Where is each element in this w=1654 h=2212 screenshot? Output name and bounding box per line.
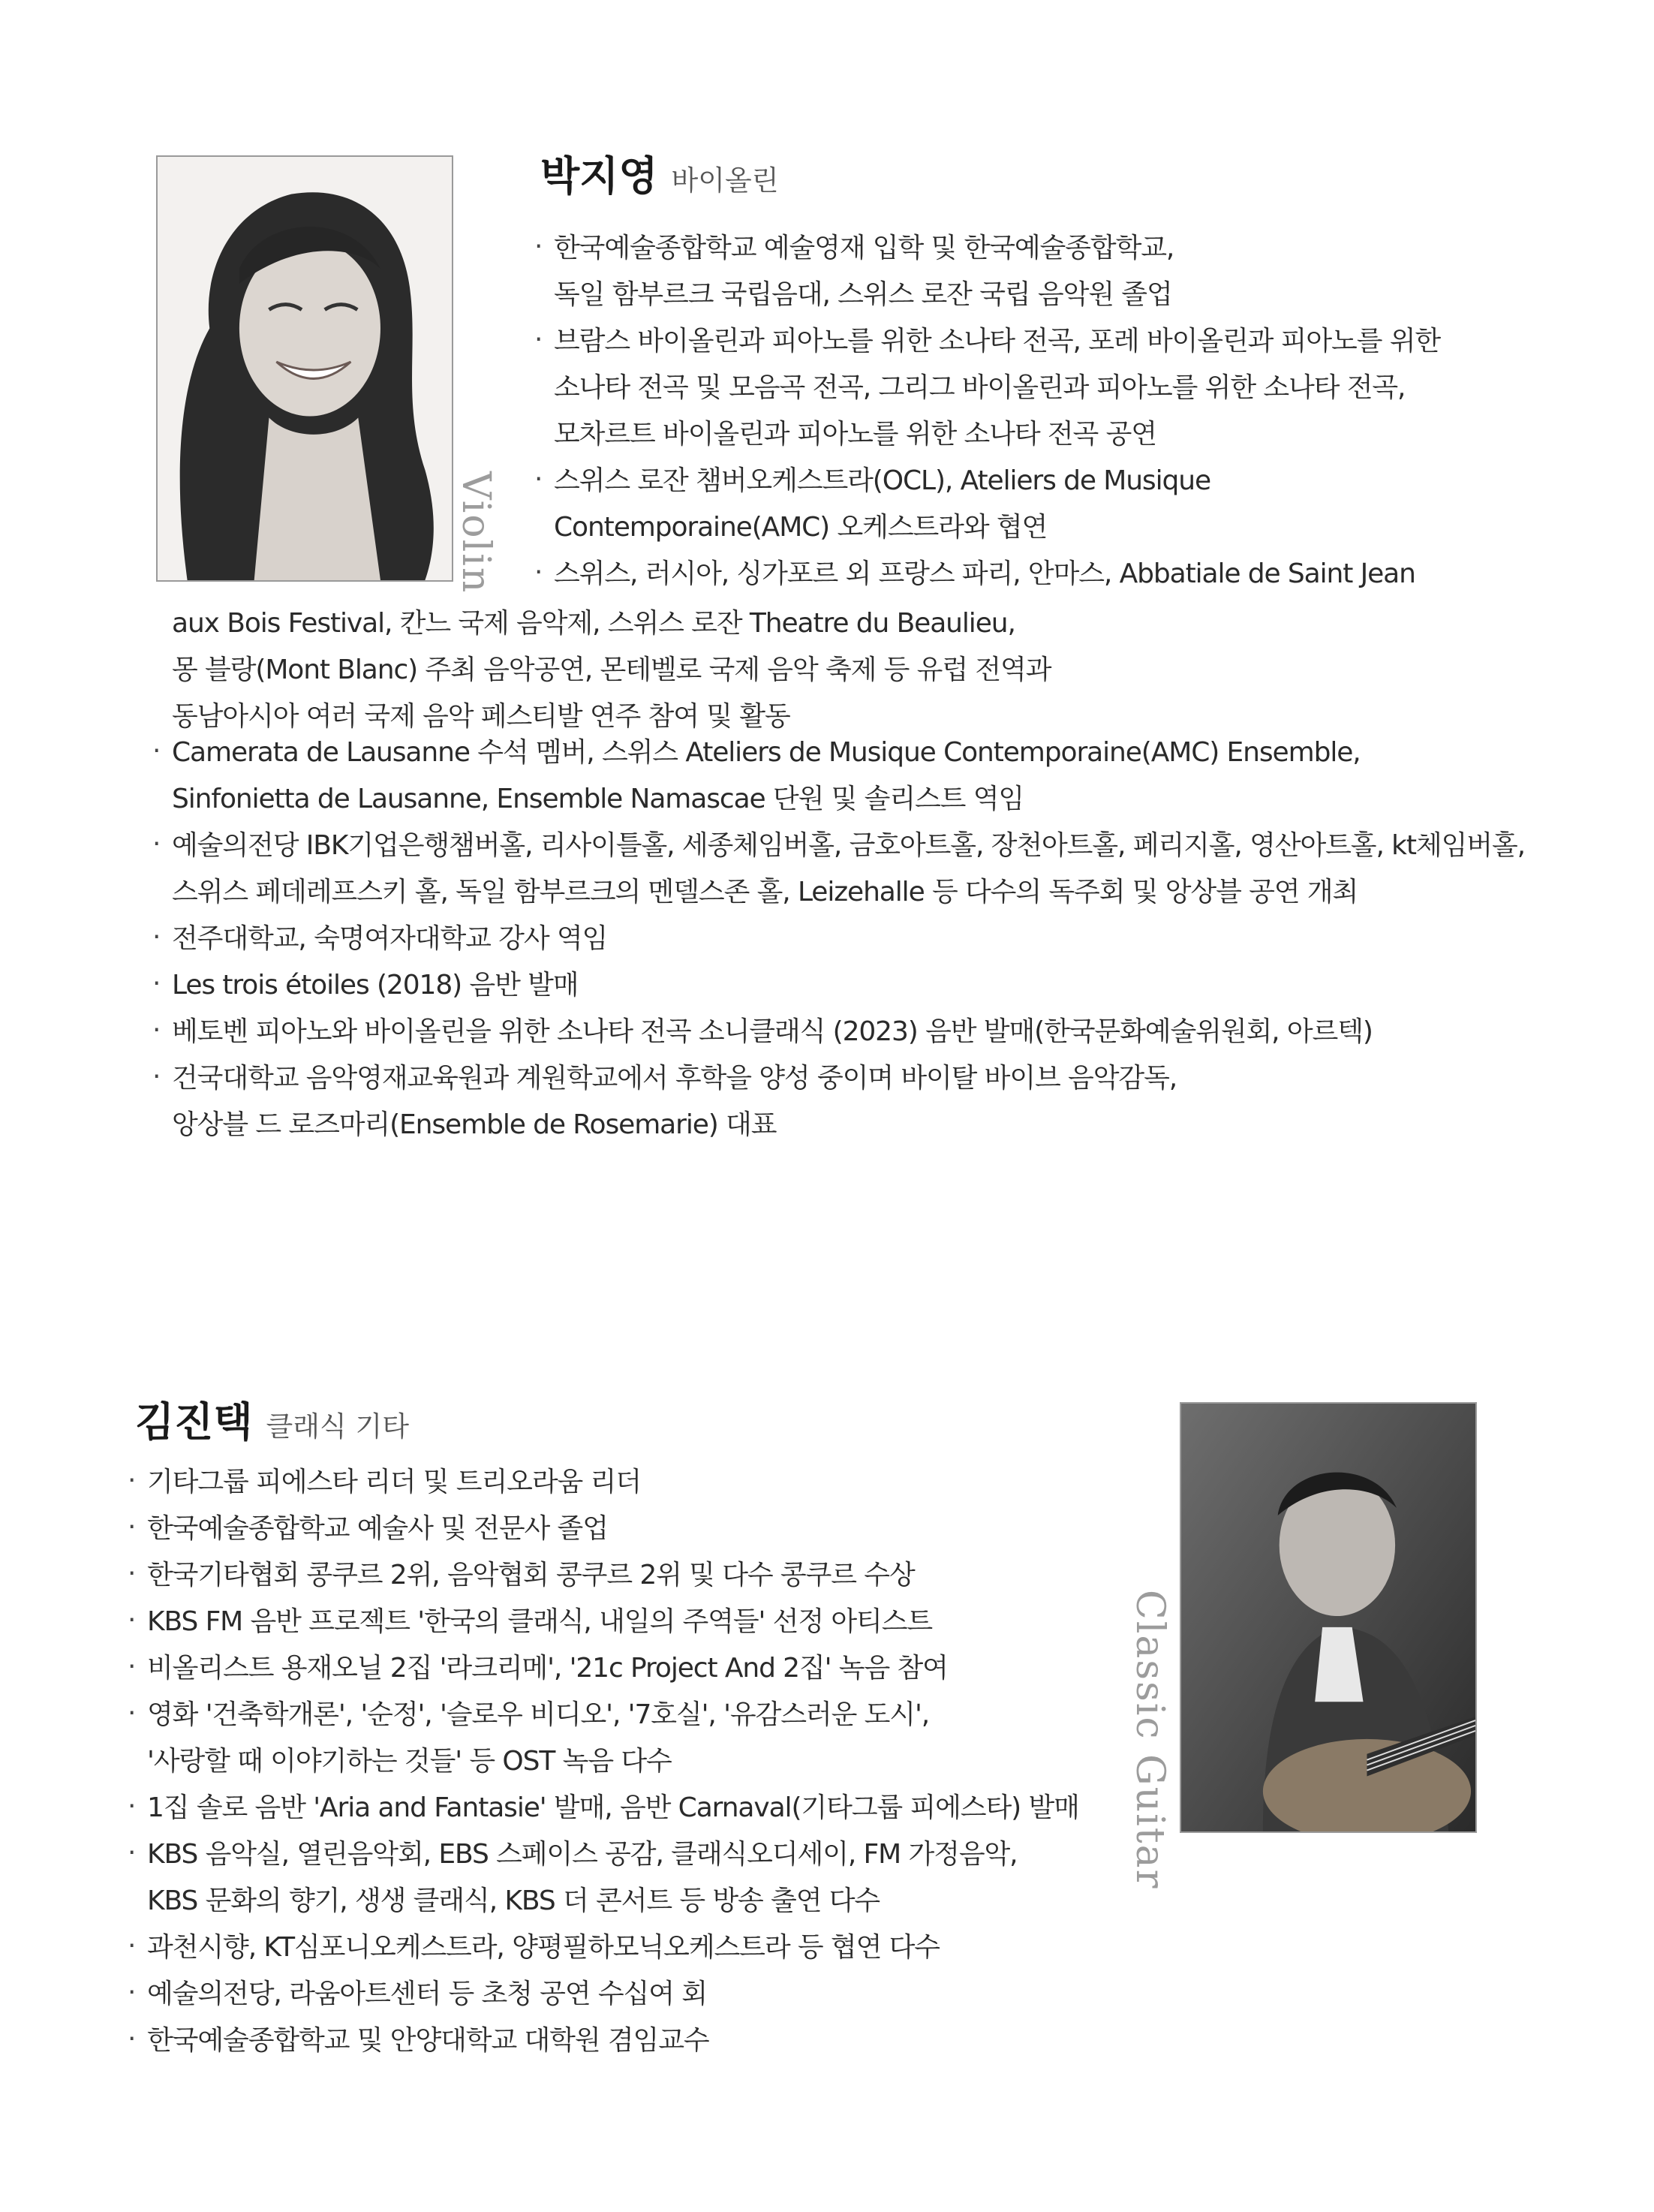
bio-line: 독일 함부르크 국립음대, 스위스 로잔 국립 음악원 졸업 bbox=[554, 279, 1172, 310]
bio-line: aux Bois Festival, 칸느 국제 음악제, 스위스 로잔 Theatre du Beaulieu, bbox=[172, 608, 1015, 639]
bio-item bbox=[128, 1506, 1079, 1552]
bio-item bbox=[128, 1971, 1079, 2018]
bio-line: · KBS 음악실, 열린음악회, EBS 스페이스 공감, 클래식오디세이, FM 가정음악, bbox=[147, 1839, 1018, 1870]
violinist-photo bbox=[156, 155, 453, 582]
bio-item bbox=[128, 1925, 1079, 1971]
guitarist-photo bbox=[1180, 1402, 1477, 1833]
artist1-instrument: 바이올린 bbox=[671, 164, 779, 197]
bio-line: '사랑할 때 이야기하는 것들' 등 OST 녹음 다수 bbox=[147, 1746, 672, 1777]
bio-line: · 전주대학교, 숙명여자대학교 강사 역임 bbox=[172, 923, 608, 954]
bio-line: · 스위스, 러시아, 싱가포르 외 프랑스 파리, 안마스, Abbatiale de Saint Jean bbox=[554, 558, 1415, 589]
bio-line: 소나타 전곡 및 모음곡 전곡, 그리그 바이올린과 피아노를 위한 소나타 전곡, bbox=[554, 372, 1406, 403]
bio-item bbox=[128, 1459, 1079, 1506]
bio-item bbox=[128, 1692, 1079, 1785]
bio-item bbox=[128, 1645, 1079, 1692]
bio-item bbox=[152, 916, 1525, 962]
artist2-bio-list bbox=[128, 1459, 1079, 2064]
bio-line: · 예술의전당, 라움아트센터 등 초청 공연 수십여 회 bbox=[147, 1979, 707, 2009]
violinist-portrait-illustration bbox=[158, 157, 452, 580]
bio-line: 동남아시아 여러 국제 음악 페스티발 연주 참여 및 활동 bbox=[172, 701, 790, 732]
bio-line: · Camerata de Lausanne 수석 멤버, 스위스 Ateliers de Musique Contemporaine(AMC) Ensemble, bbox=[172, 737, 1361, 768]
bio-item bbox=[152, 1055, 1525, 1148]
bio-item bbox=[128, 1552, 1079, 1599]
bio-item bbox=[534, 551, 1440, 597]
bio-item bbox=[128, 2018, 1079, 2064]
violin-vertical-label: Violin bbox=[453, 471, 498, 594]
bio-item bbox=[152, 1009, 1525, 1055]
artist1-bio-list-bottom bbox=[152, 730, 1525, 1148]
bio-item bbox=[534, 458, 1440, 551]
bio-line: · 브람스 바이올린과 피아노를 위한 소나타 전곡, 포레 바이올린과 피아노를 위한 bbox=[554, 326, 1441, 357]
bio-item bbox=[152, 600, 1051, 647]
bio-line: KBS 문화의 향기, 생생 클래식, KBS 더 콘서트 등 방송 출연 다수 bbox=[147, 1885, 880, 1916]
bio-item bbox=[152, 647, 1051, 694]
artist1-bio-list-top bbox=[534, 225, 1440, 597]
bio-item bbox=[152, 962, 1525, 1009]
bio-item bbox=[128, 1599, 1079, 1645]
bio-line: · 비올리스트 용재오닐 2집 '라크리메', '21c Project And 2집' 녹음 참여 bbox=[147, 1653, 948, 1684]
bio-line: · 기타그룹 피에스타 리더 및 트리오라움 리더 bbox=[147, 1467, 641, 1497]
bio-line: · Les trois étoiles (2018) 음반 발매 bbox=[172, 970, 579, 1001]
bio-item bbox=[128, 1785, 1079, 1831]
artist1-name: 박지영 bbox=[540, 152, 658, 200]
bio-line: · 예술의전당 IBK기업은행챔버홀, 리사이틀홀, 세종체임버홀, 금호아트홀, 장천아트홀, 페리지홀, 영산아트홀, kt체임버홀, bbox=[172, 830, 1525, 861]
bio-line: · 1집 솔로 음반 'Aria and Fantasie' 발매, 음반 Carnaval(기타그룹 피에스타) 발매 bbox=[147, 1792, 1079, 1823]
artist2-heading bbox=[135, 1390, 409, 1448]
bio-line: · 한국예술종합학교 예술사 및 전문사 졸업 bbox=[147, 1513, 608, 1544]
bio-line: 스위스 페데레프스키 홀, 독일 함부르크의 멘델스존 홀, Leizehalle 등 다수의 독주회 및 앙상블 공연 개최 bbox=[172, 877, 1358, 907]
bio-item bbox=[534, 318, 1440, 458]
bio-line: · 영화 '건축학개론', '순정', '슬로우 비디오', '7호실', '유감스러운 도시', bbox=[147, 1699, 930, 1730]
artist2-name: 김진택 bbox=[135, 1398, 253, 1446]
bio-item bbox=[152, 823, 1525, 916]
artist1-bio-continued bbox=[152, 600, 1051, 740]
artist1-heading bbox=[540, 144, 778, 202]
bio-line: · KBS FM 음반 프로젝트 '한국의 클래식, 내일의 주역들' 선정 아티스트 bbox=[147, 1606, 933, 1637]
bio-line: · 한국기타협회 콩쿠르 2위, 음악협회 콩쿠르 2위 및 다수 콩쿠르 수상 bbox=[147, 1560, 915, 1591]
bio-item bbox=[534, 225, 1440, 318]
classic-guitar-vertical-label: Classic Guitar bbox=[1127, 1590, 1172, 1890]
bio-line: 앙상블 드 로즈마리(Ensemble de Rosemarie) 대표 bbox=[172, 1109, 777, 1140]
bio-line: Sinfonietta de Lausanne, Ensemble Namascae 단원 및 솔리스트 역임 bbox=[172, 784, 1024, 814]
bio-line: 모차르트 바이올린과 피아노를 위한 소나타 전곡 공연 bbox=[554, 419, 1156, 450]
bio-line: · 스위스 로잔 챔버오케스트라(OCL), Ateliers de Musique bbox=[554, 465, 1211, 496]
bio-line: Contemporaine(AMC) 오케스트라와 협연 bbox=[554, 512, 1048, 543]
bio-item bbox=[152, 730, 1525, 823]
bio-item bbox=[128, 1831, 1079, 1925]
bio-line: · 한국예술종합학교 및 안양대학교 대학원 겸임교수 bbox=[147, 2025, 709, 2056]
bio-line: · 한국예술종합학교 예술영재 입학 및 한국예술종합학교, bbox=[554, 233, 1174, 263]
guitarist-portrait-illustration bbox=[1181, 1404, 1475, 1831]
bio-line: · 베토벤 피아노와 바이올린을 위한 소나타 전곡 소니클래식 (2023) 음반 발매(한국문화예술위원회, 아르텍) bbox=[172, 1016, 1373, 1047]
bio-line: · 과천시향, KT심포니오케스트라, 양평필하모닉오케스트라 등 협연 다수 bbox=[147, 1932, 940, 1963]
artist2-instrument: 클래식 기타 bbox=[266, 1410, 409, 1443]
bio-line: · 건국대학교 음악영재교육원과 계원학교에서 후학을 양성 중이며 바이탈 바이브 음악감독, bbox=[172, 1063, 1177, 1094]
bio-line: 몽 블랑(Mont Blanc) 주최 음악공연, 몬테벨로 국제 음악 축제 등 유럽 전역과 bbox=[172, 655, 1051, 685]
